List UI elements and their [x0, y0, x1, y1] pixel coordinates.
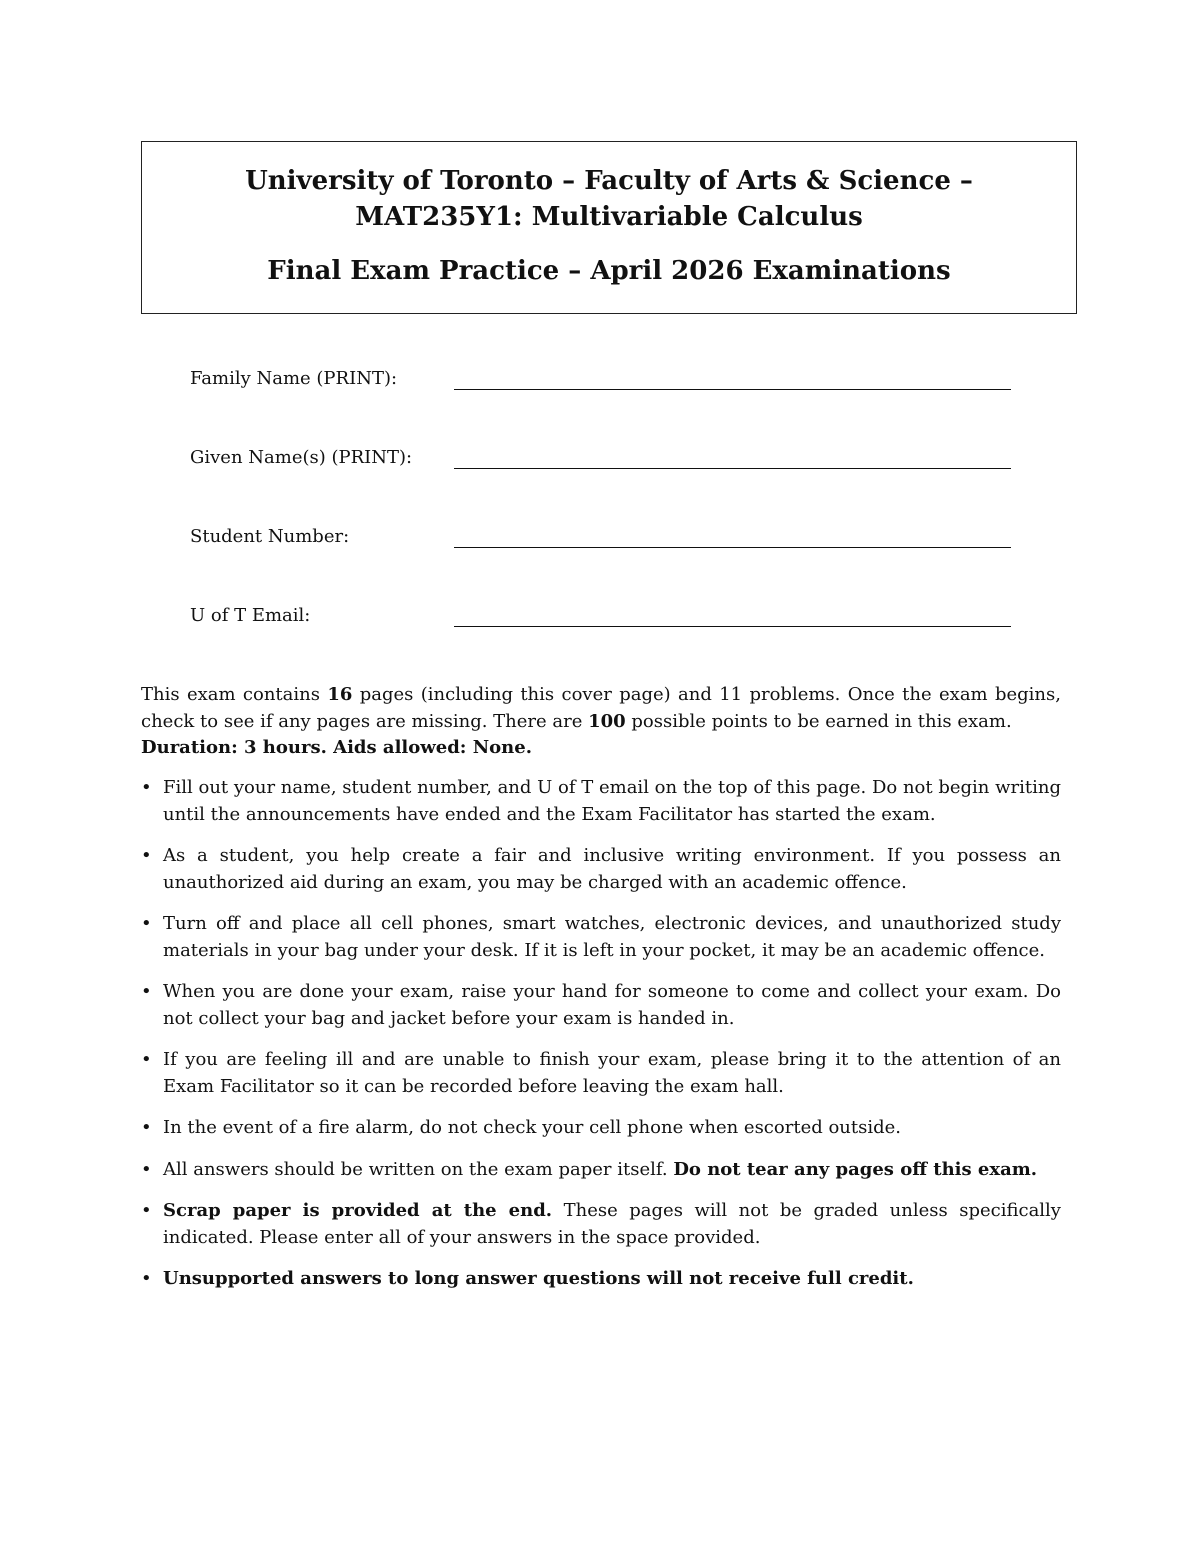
bullet-bold-text: Do not tear any pages off this exam.	[673, 1158, 1038, 1180]
exam-intro-paragraph	[141, 682, 1061, 762]
email-label: U of T Email:	[190, 605, 311, 626]
bullet-text: As a student, you help create a fair and inclusive writing environment. If you possess an unauthorized aid during an exam, you may be charged with an academic offence.	[163, 845, 1061, 893]
student-number-label: Student Number:	[190, 526, 350, 547]
list-item	[141, 1198, 1061, 1251]
given-name-label: Given Name(s) (PRINT):	[190, 447, 413, 468]
bullet-text: When you are done your exam, raise your hand for someone to come and collect your exam. Do not collect your bag and jacket before your exam is handed in.	[163, 981, 1061, 1029]
bullet-bold-text: Unsupported answers to long answer questions will not receive full credit.	[163, 1268, 914, 1289]
bullet-text: Fill out your name, student number, and U of T email on the top of this page. Do not begin writing until the announcements have ended and the Exam Facilitator has started the exam.	[163, 777, 1061, 825]
bullet-icon: •	[141, 1200, 152, 1221]
list-item	[141, 775, 1061, 828]
bullet-icon: •	[141, 1049, 152, 1070]
bullet-text: All answers should be written on the exam paper itself.	[163, 1158, 674, 1180]
intro-text-1: This exam contains	[141, 684, 328, 705]
bullet-icon: •	[141, 1158, 152, 1180]
header-course-line: MAT235Y1: Multivariable Calculus	[355, 202, 863, 232]
given-name-row	[190, 447, 1012, 526]
bullet-bold-text: Scrap paper is provided at the end.	[163, 1200, 553, 1221]
student-number-line[interactable]	[454, 547, 1011, 548]
family-name-label: Family Name (PRINT):	[190, 368, 398, 389]
family-name-row	[190, 368, 1012, 447]
list-item	[141, 1157, 1061, 1184]
intro-text-2: pages (including this cover page) and 11 problems. Once the exam begins, check to see if any pages are missing. There are	[141, 684, 1061, 732]
family-name-line[interactable]	[454, 389, 1011, 390]
header-exam-line: Final Exam Practice – April 2026 Examinations	[267, 256, 951, 286]
bullet-icon: •	[141, 913, 152, 934]
exam-header-box	[141, 141, 1077, 314]
list-item	[141, 843, 1061, 896]
list-item	[141, 1115, 1061, 1142]
bullet-text: Turn off and place all cell phones, smart watches, electronic devices, and unauthorized study materials in your bag under your desk. If it is left in your pocket, it may be an academic offence.	[163, 913, 1061, 961]
email-line[interactable]	[454, 626, 1011, 627]
header-university-line: University of Toronto – Faculty of Arts & Science –	[245, 166, 973, 196]
intro-text-3: possible points to be earned in this exam.	[625, 710, 1012, 732]
intro-duration: Duration: 3 hours. Aids allowed: None.	[141, 737, 532, 758]
list-item	[141, 1266, 1061, 1293]
intro-page-count: 16	[327, 684, 353, 705]
instruction-list	[141, 775, 1061, 1308]
intro-points: 100	[588, 710, 626, 732]
bullet-icon: •	[141, 1268, 152, 1289]
bullet-text: If you are feeling ill and are unable to finish your exam, please bring it to the attention of an Exam Facilitator so it can be recorded before leaving the exam hall.	[163, 1049, 1061, 1097]
bullet-text: In the event of a fire alarm, do not check your cell phone when escorted outside.	[163, 1117, 902, 1138]
given-name-line[interactable]	[454, 468, 1011, 469]
student-number-row	[190, 526, 1012, 605]
bullet-icon: •	[141, 777, 152, 798]
bullet-icon: •	[141, 1117, 152, 1138]
bullet-icon: •	[141, 845, 152, 866]
list-item	[141, 979, 1061, 1032]
list-item	[141, 1047, 1061, 1100]
list-item	[141, 911, 1061, 964]
student-info-fields	[190, 368, 1012, 684]
bullet-icon: •	[141, 981, 152, 1002]
bullet-text: These pages will not be graded unless specifically indicated. Please enter all of your answers in the space provided.	[163, 1200, 1061, 1248]
email-row	[190, 605, 1012, 684]
